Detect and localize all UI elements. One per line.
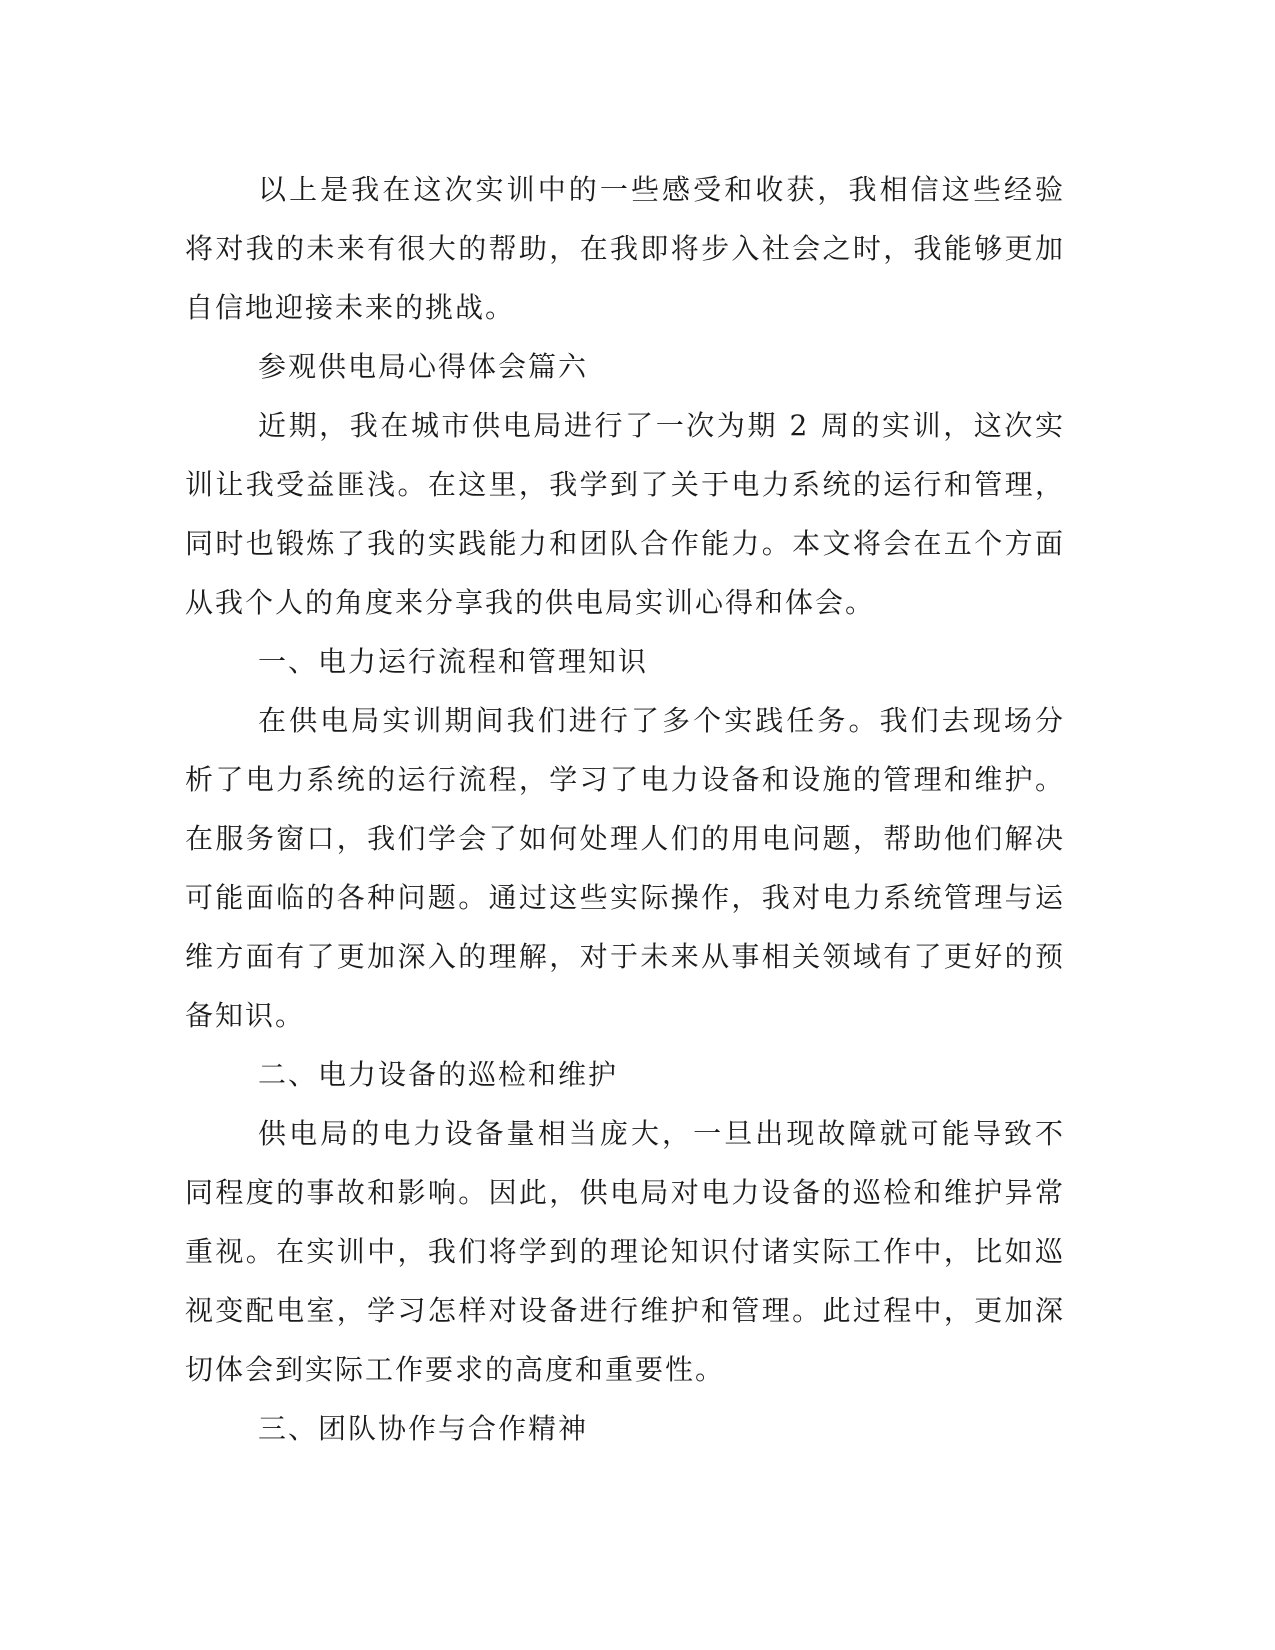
paragraph-introduction: 近期，我在城市供电局进行了一次为期 2 周的实训，这次实训让我受益匪浅。在这里，我学到了关于电力系统的运行和管理，同时也锻炼了我的实践能力和团队合作能力。本文将会在五个方面从我个人的角度来分享我的供电局实训心得和体会。 xyxy=(185,409,1065,619)
section-title-part-six: 参观供电局心得体会篇六 xyxy=(258,350,589,383)
paragraph-closing-summary: 以上是我在这次实训中的一些感受和收获，我相信这些经验将对我的未来有很大的帮助，在我即将步入社会之时，我能够更加自信地迎接未来的挑战。 xyxy=(185,173,1065,324)
document-body xyxy=(185,160,1065,1458)
paragraph-section-one: 在供电局实训期间我们进行了多个实践任务。我们去现场分析了电力系统的运行流程，学习了电力设备和设施的管理和维护。在服务窗口，我们学会了如何处理人们的用电问题，帮助他们解决可能面临的各种问题。通过这些实际操作，我对电力系统管理与运维方面有了更加深入的理解，对于未来从事相关领域有了更好的预备知识。 xyxy=(185,704,1065,1032)
section-heading-one: 一、电力运行流程和管理知识 xyxy=(258,645,649,678)
section-heading-three: 三、团队协作与合作精神 xyxy=(258,1412,589,1445)
paragraph-section-two: 供电局的电力设备量相当庞大，一旦出现故障就可能导致不同程度的事故和影响。因此，供电局对电力设备的巡检和维护异常重视。在实训中，我们将学到的理论知识付诸实际工作中，比如巡视变配电室，学习怎样对设备进行维护和管理。此过程中，更加深切体会到实际工作要求的高度和重要性。 xyxy=(185,1117,1065,1386)
section-heading-two: 二、电力设备的巡检和维护 xyxy=(258,1058,619,1091)
